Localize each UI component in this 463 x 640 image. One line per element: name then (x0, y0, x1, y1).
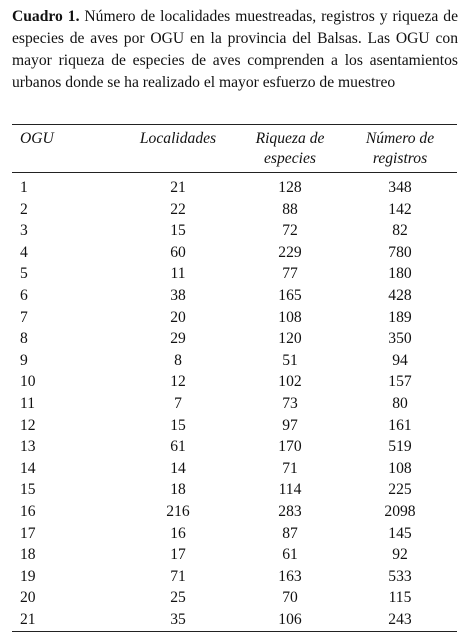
cell-ogu: 6 (20, 286, 28, 304)
cell-localidades: 38 (170, 286, 186, 304)
cell-ogu: 16 (20, 502, 36, 520)
cell-riqueza: 170 (278, 438, 302, 456)
cell-localidades: 29 (170, 330, 186, 348)
table-row (0, 544, 463, 566)
header-ogu: OGU (20, 130, 54, 147)
cell-ogu: 3 (20, 222, 28, 240)
header-riqueza (240, 129, 340, 169)
cell-riqueza: 163 (278, 567, 302, 585)
cell-registros: 533 (388, 567, 412, 585)
table-row (0, 566, 463, 588)
cell-riqueza: 61 (282, 546, 298, 564)
table-row (0, 177, 463, 199)
cell-ogu: 9 (20, 351, 28, 369)
cell-registros: 189 (388, 308, 412, 326)
cell-registros: 2098 (384, 502, 416, 520)
cell-riqueza: 73 (282, 394, 298, 412)
cell-registros: 161 (388, 416, 412, 434)
cell-riqueza: 165 (278, 286, 302, 304)
cell-riqueza: 70 (282, 589, 298, 607)
cell-riqueza: 283 (278, 502, 302, 520)
cell-localidades: 12 (170, 373, 186, 391)
cell-ogu: 4 (20, 243, 28, 261)
cell-ogu: 21 (20, 610, 36, 628)
cell-localidades: 20 (170, 308, 186, 326)
cell-localidades: 17 (170, 546, 186, 564)
cell-ogu: 17 (20, 524, 36, 542)
table-row (0, 199, 463, 221)
caption-text: Número de localidades muestreadas, registros y riqueza de especies de aves por OGU en la provincia del Balsas. Las OGU con mayor riqueza de especies de aves comprenden a los asentamientos urbanos donde se ha realizado el mayor esfuerzo de muestreo (12, 8, 459, 91)
cell-registros: 157 (388, 373, 412, 391)
cell-riqueza: 106 (278, 610, 302, 628)
cell-ogu: 12 (20, 416, 36, 434)
table-row (0, 393, 463, 415)
cell-localidades: 7 (174, 394, 182, 412)
cell-registros: 82 (392, 222, 408, 240)
table-row (0, 350, 463, 372)
cell-riqueza: 128 (278, 179, 302, 196)
cell-localidades: 21 (170, 179, 186, 196)
cell-registros: 80 (392, 394, 408, 412)
cell-ogu: 5 (20, 265, 28, 283)
cell-riqueza: 51 (282, 351, 298, 369)
cell-localidades: 60 (170, 243, 186, 261)
header-riqueza-line2: especies (264, 150, 316, 167)
table-row (0, 587, 463, 609)
table-row (0, 242, 463, 264)
table-row (0, 220, 463, 242)
table-caption (12, 6, 458, 94)
cell-riqueza: 108 (278, 308, 302, 326)
cell-registros: 428 (388, 286, 412, 304)
cell-registros: 180 (388, 265, 412, 283)
cell-localidades: 25 (170, 589, 186, 607)
table-row (0, 328, 463, 350)
cell-localidades: 16 (170, 524, 186, 542)
header-registros (350, 129, 450, 169)
cell-ogu: 20 (20, 589, 36, 607)
table-row (0, 458, 463, 480)
cell-registros: 225 (388, 481, 412, 499)
cell-localidades: 15 (170, 416, 186, 434)
cell-registros: 519 (388, 438, 412, 456)
table-row (0, 501, 463, 523)
cell-riqueza: 87 (282, 524, 298, 542)
table-row (0, 609, 463, 631)
cell-registros: 108 (388, 459, 412, 477)
cell-localidades: 18 (170, 481, 186, 499)
cell-registros: 92 (392, 546, 408, 564)
cell-ogu: 10 (20, 373, 36, 391)
cell-localidades: 61 (170, 438, 186, 456)
cell-riqueza: 229 (278, 243, 302, 261)
cell-localidades: 35 (170, 610, 186, 628)
table-bottom-rule (12, 631, 457, 632)
cell-registros: 94 (392, 351, 408, 369)
table-row (0, 307, 463, 329)
cell-ogu: 15 (20, 481, 36, 499)
cell-registros: 350 (388, 330, 412, 348)
cell-registros: 243 (388, 610, 412, 628)
table-row (0, 479, 463, 501)
cell-registros: 780 (388, 243, 412, 261)
cell-localidades: 15 (170, 222, 186, 240)
table-row (0, 415, 463, 437)
cell-localidades: 11 (170, 265, 186, 283)
table-row (0, 263, 463, 285)
cell-localidades: 14 (170, 459, 186, 477)
cell-ogu: 14 (20, 459, 36, 477)
cell-ogu: 13 (20, 438, 36, 456)
cell-riqueza: 97 (282, 416, 298, 434)
cell-riqueza: 114 (278, 481, 302, 499)
cell-registros: 145 (388, 524, 412, 542)
header-riqueza-line1: Riqueza de (255, 130, 325, 147)
header-registros-line1: Número de (365, 130, 435, 147)
cell-riqueza: 120 (278, 330, 302, 348)
table-header-rule (12, 172, 457, 173)
table-body (0, 177, 463, 630)
cell-ogu: 1 (20, 179, 28, 196)
cell-registros: 142 (388, 200, 412, 218)
cell-ogu: 8 (20, 330, 28, 348)
table-row (0, 436, 463, 458)
cell-localidades: 22 (170, 200, 186, 218)
cell-ogu: 18 (20, 546, 36, 564)
table-row (0, 285, 463, 307)
table-top-rule (12, 124, 457, 125)
cell-riqueza: 71 (282, 459, 298, 477)
cell-riqueza: 102 (278, 373, 302, 391)
header-registros-line2: registros (372, 150, 428, 167)
header-localidades: Localidades (139, 130, 217, 147)
cell-localidades: 8 (174, 351, 182, 369)
cell-ogu: 7 (20, 308, 28, 326)
cell-ogu: 2 (20, 200, 28, 218)
table-row (0, 523, 463, 545)
cell-riqueza: 88 (282, 200, 298, 218)
cell-localidades: 216 (166, 502, 190, 520)
cell-ogu: 11 (20, 394, 36, 412)
cell-riqueza: 77 (282, 265, 298, 283)
table-row (0, 371, 463, 393)
cell-registros: 348 (388, 179, 412, 196)
cell-ogu: 19 (20, 567, 36, 585)
cell-localidades: 71 (170, 567, 186, 585)
cell-registros: 115 (388, 589, 412, 607)
caption-lead: Cuadro 1. (12, 8, 80, 25)
cell-riqueza: 72 (282, 222, 298, 240)
